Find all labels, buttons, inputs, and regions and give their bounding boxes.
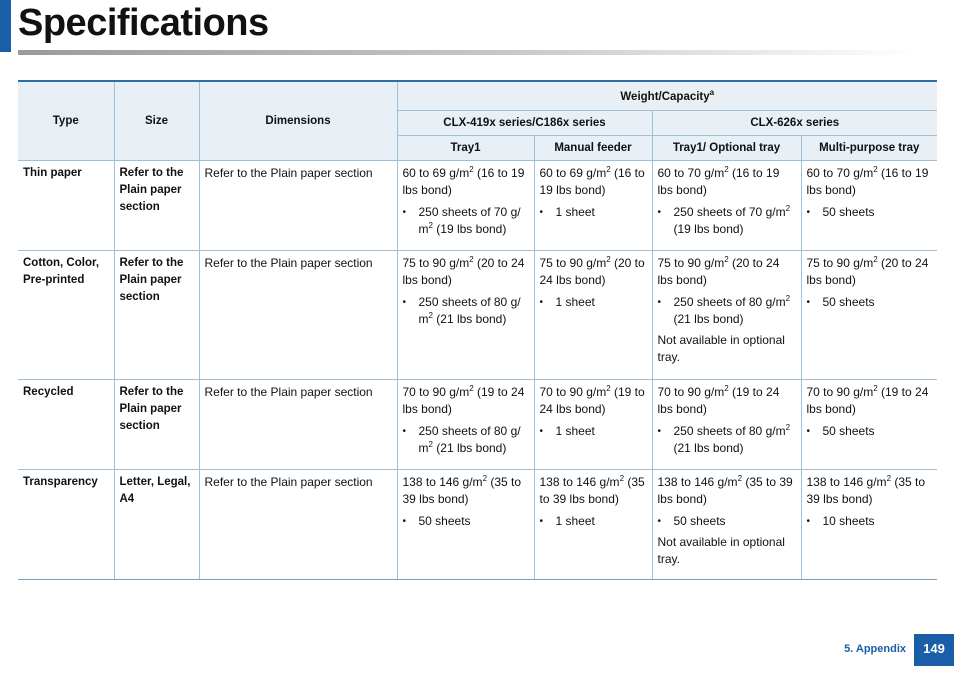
- header-series-a: CLX-419x series/C186x series: [397, 110, 652, 135]
- cell-weight-capacity: [397, 469, 534, 579]
- capacity-item: • 250 sheets of 70 $g/m^2$ (19 lbs bond): [657, 203, 791, 236]
- weight-text: 60 to 69 $g/m^2$ (16 to 19 lbs bond): [539, 164, 645, 197]
- bullet-icon: •: [539, 425, 544, 437]
- cell-weight-capacity: [801, 160, 937, 250]
- page-title: Specifications: [18, 2, 269, 44]
- table-row: [18, 469, 937, 579]
- cell-type: Recycled: [18, 379, 114, 469]
- header-tray1-optional: Tray1/ Optional tray: [652, 135, 801, 160]
- cell-weight-capacity: [652, 250, 801, 379]
- header-series-b: CLX-626x series: [652, 110, 937, 135]
- table-row: [18, 250, 937, 379]
- cell-weight-capacity: [397, 160, 534, 250]
- capacity-item: • 250 sheets of 80 g/ $m^2$ (21 lbs bond): [402, 423, 521, 455]
- capacity-item: • 50 sheets: [657, 513, 726, 528]
- cell-dimensions: Refer to the Plain paper section: [199, 469, 397, 579]
- capacity-item: • 1 sheet: [539, 423, 595, 438]
- availability-note: Not available in optional tray.: [657, 332, 785, 364]
- cell-dimensions: Refer to the Plain paper section: [199, 379, 397, 469]
- weight-text: 138 to 146 $g/m^2$ (35 to 39 lbs bond): [539, 473, 645, 506]
- header-manual-feeder: Manual feeder: [534, 135, 652, 160]
- bullet-icon: •: [657, 515, 662, 527]
- cell-type: Transparency: [18, 469, 114, 579]
- capacity-item: • 250 sheets of 80 g/ $m^2$ (21 lbs bond): [402, 294, 521, 326]
- cell-weight-capacity: [534, 250, 652, 379]
- weight-text: 70 to 90 $g/m^2$ (19 to 24 lbs bond): [402, 383, 525, 416]
- capacity-item: • 50 sheets: [806, 204, 875, 219]
- capacity-item: • 1 sheet: [539, 204, 595, 219]
- bullet-icon: •: [657, 206, 662, 218]
- cell-weight-capacity: [534, 379, 652, 469]
- cell-size: Refer to the Plain paper section: [114, 379, 199, 469]
- bullet-icon: •: [402, 515, 407, 527]
- cell-type: Cotton, Color, Pre-printed: [18, 250, 114, 379]
- bullet-icon: •: [806, 515, 811, 527]
- weight-text: 70 to 90 $g/m^2$ (19 to 24 lbs bond): [806, 383, 929, 416]
- header-tray1: Tray1: [397, 135, 534, 160]
- bullet-icon: •: [402, 425, 407, 437]
- cell-dimensions: Refer to the Plain paper section: [199, 250, 397, 379]
- cell-weight-capacity: [801, 250, 937, 379]
- capacity-item: • 250 sheets of 70 g/ $m^2$ (19 lbs bond): [402, 204, 521, 236]
- bullet-icon: •: [539, 515, 544, 527]
- table-row: [18, 379, 937, 469]
- header-multi-purpose: Multi-purpose tray: [801, 135, 937, 160]
- cell-weight-capacity: [652, 469, 801, 579]
- header-type: Type: [18, 81, 114, 160]
- cell-size: Refer to the Plain paper section: [114, 160, 199, 250]
- weight-text: 60 to 70 $g/m^2$ (16 to 19 lbs bond): [806, 164, 929, 197]
- bullet-icon: •: [402, 296, 407, 308]
- footer-section-label: 5. Appendix: [844, 643, 906, 655]
- cell-weight-capacity: [397, 250, 534, 379]
- bullet-icon: •: [806, 206, 811, 218]
- weight-text: 75 to 90 $g/m^2$ (20 to 24 lbs bond): [657, 254, 780, 287]
- weight-text: 138 to 146 $g/m^2$ (35 to 39 lbs bond): [657, 473, 793, 506]
- capacity-item: • 50 sheets: [806, 294, 875, 309]
- weight-text: 138 to 146 $g/m^2$ (35 to 39 lbs bond): [402, 473, 522, 506]
- capacity-item: • 1 sheet: [539, 294, 595, 309]
- page-number-badge: 149: [914, 634, 954, 666]
- weight-text: 60 to 69 $g/m^2$ (16 to 19 lbs bond): [402, 164, 525, 197]
- cell-weight-capacity: [534, 469, 652, 579]
- weight-text: 138 to 146 $g/m^2$ (35 to 39 lbs bond): [806, 473, 926, 506]
- cell-size: Letter, Legal, A4: [114, 469, 199, 579]
- table-row: [18, 160, 937, 250]
- bullet-icon: •: [402, 206, 407, 218]
- title-accent-bar: [0, 0, 11, 52]
- capacity-item: • 1 sheet: [539, 513, 595, 528]
- availability-note: Not available in optional tray.: [657, 534, 785, 566]
- weight-text: 60 to 70 $g/m^2$ (16 to 19 lbs bond): [657, 164, 780, 197]
- capacity-item: • 10 sheets: [806, 513, 875, 528]
- bullet-icon: •: [539, 206, 544, 218]
- bullet-icon: •: [806, 425, 811, 437]
- header-weight-capacity: Weight/Capacity$^a$: [397, 81, 937, 110]
- weight-text: 75 to 90 $g/m^2$ (20 to 24 lbs bond): [402, 254, 525, 287]
- weight-text: 70 to 90 $g/m^2$ (19 to 24 lbs bond): [539, 383, 645, 416]
- weight-text: 75 to 90 $g/m^2$ (20 to 24 lbs bond): [806, 254, 929, 287]
- cell-weight-capacity: [652, 160, 801, 250]
- cell-dimensions: Refer to the Plain paper section: [199, 160, 397, 250]
- bullet-icon: •: [806, 296, 811, 308]
- weight-text: 70 to 90 $g/m^2$ (19 to 24 lbs bond): [657, 383, 780, 416]
- header-size: Size: [114, 81, 199, 160]
- cell-weight-capacity: [801, 379, 937, 469]
- capacity-item: • 250 sheets of 80 $g/m^2$ (21 lbs bond): [657, 293, 791, 326]
- title-divider: [18, 50, 918, 55]
- cell-weight-capacity: [397, 379, 534, 469]
- bullet-icon: •: [657, 425, 662, 437]
- header-dimensions: Dimensions: [199, 81, 397, 160]
- footnote-marker: a: [709, 88, 715, 98]
- weight-text: 75 to 90 $g/m^2$ (20 to 24 lbs bond): [539, 254, 645, 287]
- capacity-item: • 250 sheets of 80 $g/m^2$ (21 lbs bond): [657, 422, 791, 455]
- cell-weight-capacity: [652, 379, 801, 469]
- cell-weight-capacity: [801, 469, 937, 579]
- bullet-icon: •: [539, 296, 544, 308]
- bullet-icon: •: [657, 296, 662, 308]
- capacity-item: • 50 sheets: [402, 513, 471, 528]
- cell-type: Thin paper: [18, 160, 114, 250]
- capacity-item: • 50 sheets: [806, 423, 875, 438]
- cell-weight-capacity: [534, 160, 652, 250]
- cell-size: Refer to the Plain paper section: [114, 250, 199, 379]
- media-spec-table: [18, 80, 937, 580]
